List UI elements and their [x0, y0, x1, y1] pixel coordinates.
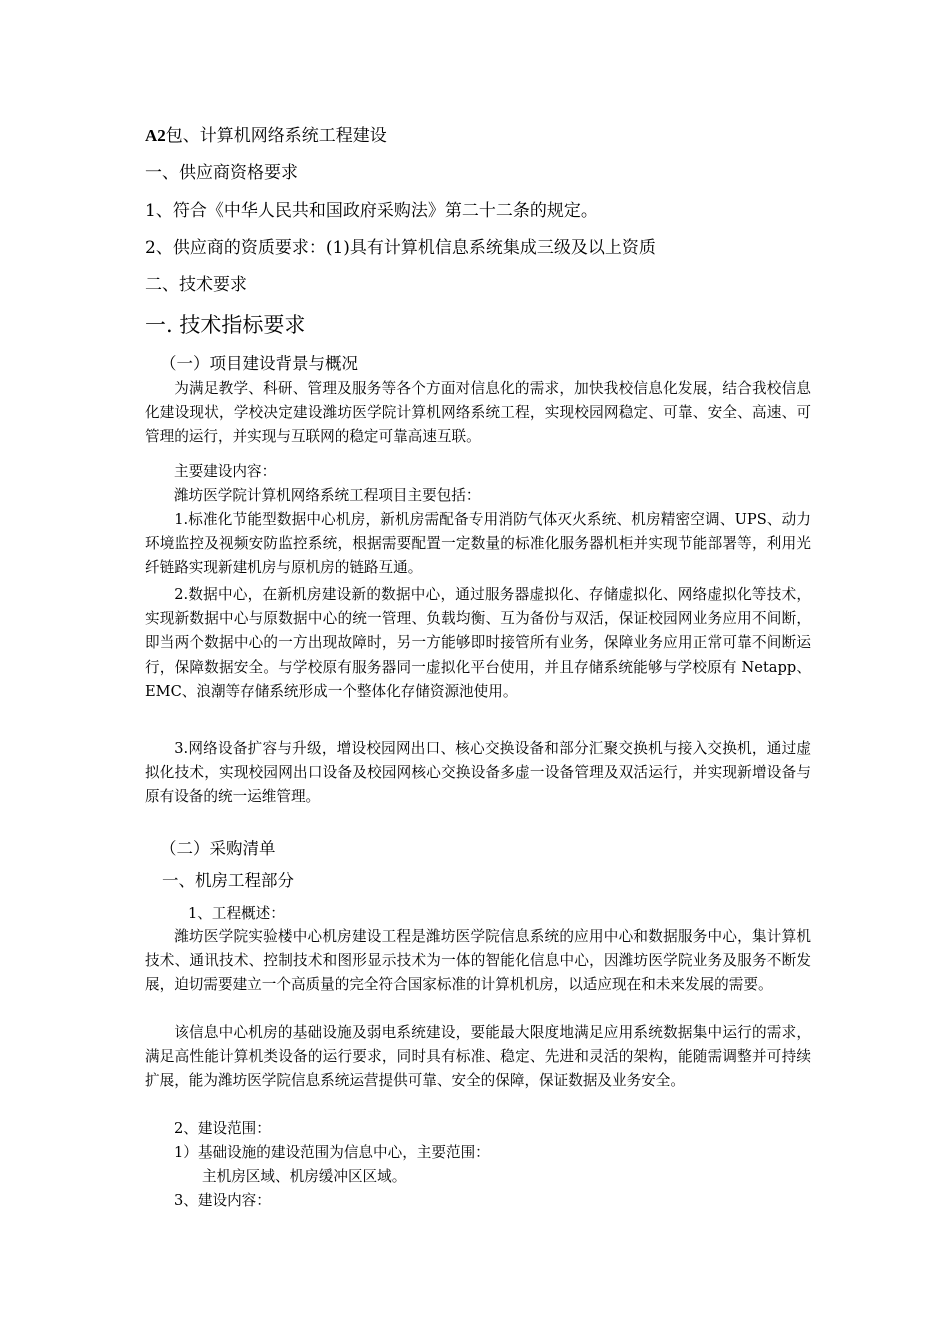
supplier-heading: 一、供应商资格要求 — [145, 163, 298, 183]
content-label: 3、建设内容： — [174, 1192, 271, 1209]
main-content-label: 主要建设内容： — [174, 463, 277, 480]
content-item-3: 3.网络设备扩容与升级，增设校园网出口、核心交换设备和部分汇聚交换机与接入交换机，通过虚拟化技术，实现校园网出口设备及校园网核心交换设备多虚一设备管理及双活运行，并实现新增设备与原有设备的统一运维管理。 — [145, 740, 811, 806]
content-item-2: 2.数据中心，在新机房建设新的数据中心，通过服务器虚拟化、存储虚拟化、网络虚拟化等技术，实现新数据中心与原数据中心的统一管理、负载均衡、互为备份与双活，保证校园网业务应用不间断，即当两个数据中心的一方出现故障时，另一方能够即时接管所有业务，保障业务应用正常可靠不间断运行，保障数据安全。与学校原有服务器同一虚拟化平台使用，并且存储系统能够与学校原有 Netapp、EMC、浪潮等存储系统形成一个整体化存储资源池使用。 — [145, 586, 811, 700]
overview-paragraph-1: 潍坊医学院实验楼中心机房建设工程是潍坊医学院信息系统的应用中心和数据服务中心，集计算机技术、通讯技术、控制技术和图形显示技术为一体的智能化信息中心，因潍坊医学院业务及服务不断发展，迫切需要建立一个高质量的完全符合国家标准的计算机机房，以适应现在和未来发展的需要。 — [145, 928, 811, 994]
content-item-1: 1.标准化节能型数据中心机房，新机房需配备专用消防气体灭火系统、机房精密空调、UPS、动力环境监控及视频安防监控系统，根据需要配置一定数量的标准化服务器机柜并实现节能部署等，利用光纤链路实现新建机房与原机房的链路互通。 — [145, 511, 811, 577]
scope-intro: 潍坊医学院计算机网络系统工程项目主要包括： — [174, 487, 481, 504]
scope-item-1: 1）基础设施的建设范围为信息中心，主要范围： — [174, 1144, 490, 1161]
scope-label: 2、建设范围： — [174, 1120, 271, 1137]
overview-label: 1、工程概述： — [188, 905, 285, 922]
supplier-requirement-1: 1、符合《中华人民共和国政府采购法》第二十二条的规定。 — [145, 201, 598, 221]
package-code: A2 — [145, 126, 166, 145]
tech-index-heading: 一. 技术指标要求 — [145, 313, 306, 337]
package-title — [145, 121, 387, 146]
tech-requirements-heading: 二、技术要求 — [145, 275, 247, 295]
package-title-text: 包、计算机网络系统工程建设 — [165, 126, 387, 146]
purchase-heading: （二）采购清单 — [160, 839, 276, 858]
room-engineering-heading: 一、机房工程部分 — [162, 871, 294, 890]
supplier-requirement-2: 2、供应商的资质要求：(1)具有计算机信息系统集成三级及以上资质 — [145, 238, 656, 258]
background-intro: 为满足教学、科研、管理及服务等各个方面对信息化的需求，加快我校信息化发展，结合我校信息化建设现状，学校决定建设潍坊医学院计算机网络系统工程，实现校园网稳定、可靠、安全、高速、可管理的运行，并实现与互联网的稳定可靠高速互联。 — [145, 380, 811, 446]
background-heading: （一）项目建设背景与概况 — [160, 354, 358, 373]
scope-item-1-detail: 主机房区域、机房缓冲区区域。 — [202, 1168, 407, 1185]
overview-paragraph-2: 该信息中心机房的基础设施及弱电系统建设，要能最大限度地满足应用系统数据集中运行的需求，满足高性能计算机类设备的运行要求，同时具有标准、稳定、先进和灵活的架构，能随需调整并可持续扩展，能为潍坊医学院信息系统运营提供可靠、安全的保障，保证数据及业务安全。 — [145, 1024, 811, 1090]
